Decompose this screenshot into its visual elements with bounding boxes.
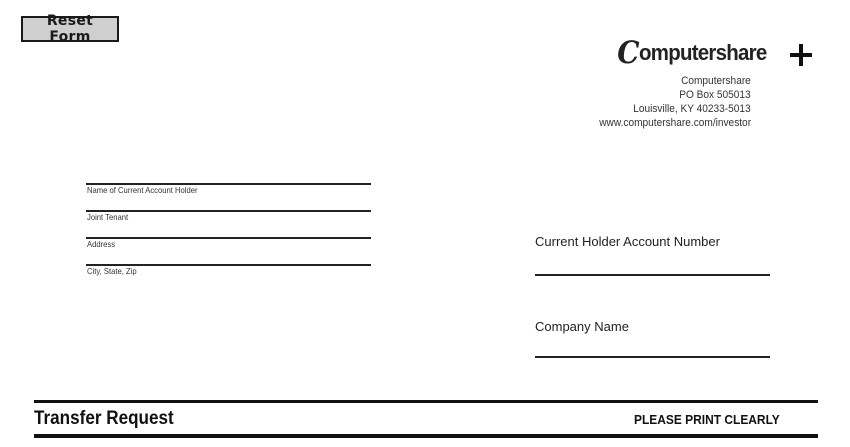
section-title: Transfer Request: [34, 408, 174, 429]
address-label: Address: [87, 239, 116, 249]
address-city-state-zip: Louisville, KY 40233-5013: [633, 103, 751, 115]
address-po-box: PO Box 505013: [679, 89, 751, 101]
section-bottom-rule: [34, 434, 818, 438]
joint-tenant-label: Joint Tenant: [87, 212, 129, 222]
logo-initial: C: [617, 34, 640, 71]
plus-icon: [790, 44, 812, 66]
address-line[interactable]: [86, 237, 371, 239]
print-clearly-notice: PLEASE PRINT CLEARLY: [634, 412, 780, 427]
reset-form-button[interactable]: Reset Form: [21, 16, 119, 42]
address-company-name: Computershare: [681, 75, 751, 87]
holder-name-label: Name of Current Account Holder: [87, 185, 198, 195]
section-top-rule: [34, 400, 818, 403]
account-number-label: Current Holder Account Number: [535, 234, 720, 249]
account-number-field[interactable]: [535, 274, 770, 276]
company-name-label: Company Name: [535, 319, 629, 334]
joint-tenant-line[interactable]: [86, 210, 371, 212]
city-state-zip-label: City, State, Zip: [87, 266, 137, 276]
logo-wordmark: omputershare: [638, 40, 767, 65]
address-website: www.computershare.com/investor: [599, 117, 751, 129]
company-name-field[interactable]: [535, 356, 770, 358]
computershare-logo: [616, 36, 776, 70]
